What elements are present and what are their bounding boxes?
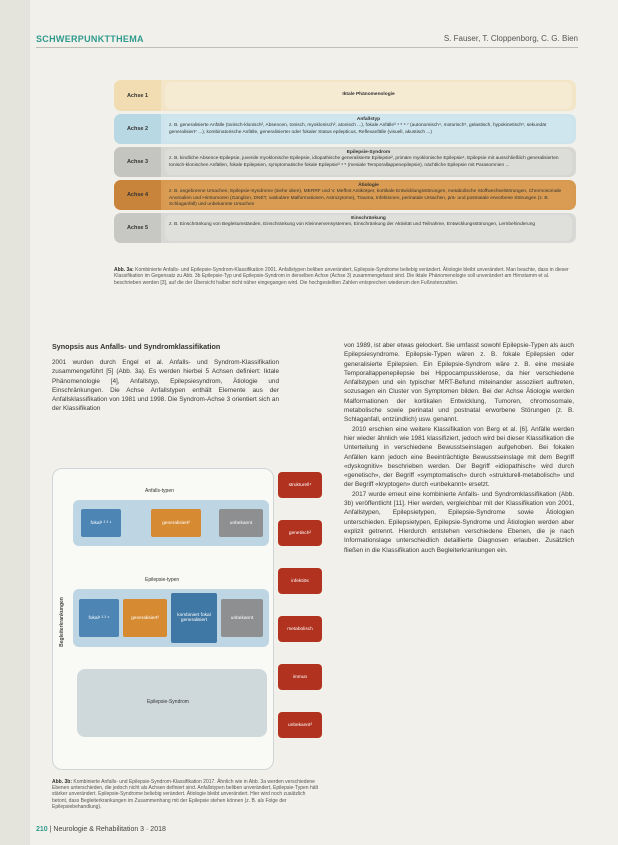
axis-label: Achse 1 <box>114 80 161 111</box>
axis-title: Ätiologie <box>358 183 379 188</box>
paragraph: 2001 wurden durch Engel et al. Anfalls- und Syndrom-Klassifikation zusammengeführt [5] (Abb. 3a). Es werden hierbei 5 Achsen definiert: Iktale Phänomenologie [4], Anfallstyp, Epilepsiesyndrom, Ätiologie und Einschränkungen. Die Achse Anfallstypen enthält Elemente aus der Anfallsklassifikation von 1981 und 1998. Die Syndrom-Achse 3 orientiert sich an der Klassifikation <box>52 359 279 413</box>
axis-label: Achse 5 <box>114 213 161 243</box>
axis-text: z. B. kindliche Absence-Epilepsie, juvenile myoklonische Epilepsie, idiopathische generalisierte Epilepsie², primäre myoklonische Epilepsie¹, Epilepsie mit ausschließlich generalisierten tonisch-klonischen Anfällen, fokale Epilepsien, symptomatische fokale Epilepsie³ ⁴ ⁵ (mesiale Temporallappenepilepsie), nächtliche Epilepsie mit Parasomnien ... <box>169 156 559 168</box>
axis-row-4 <box>114 180 576 210</box>
epilepsy-types-group <box>73 577 269 647</box>
box-generalized: generalisiert² <box>123 599 167 637</box>
axis-label: Achse 4 <box>114 180 161 210</box>
diagram-frame <box>52 468 274 770</box>
box-focal: fokal¹ ² ³ ⁴ <box>81 509 121 537</box>
etiology-immune: immun <box>278 664 322 690</box>
axis-title: Epilepsie-Syndrom <box>346 150 391 155</box>
box-combined: kombiniert fokal generalisiert <box>171 593 217 643</box>
figure-3b-caption <box>52 779 320 810</box>
vertical-label: Begleiterkrankungen <box>59 597 65 647</box>
section-title: SCHWERPUNKTTHEMA <box>36 34 144 44</box>
caption-text: Kombinierte Anfalls- und Epilepsie-Syndrom-Klassifikation 2017. Ähnlich wie in Abb. 3a werden verschiedene Ebenen unterschieden, die jedoch nicht als Achsen definiert sind. Anfallstypen beliben unverändert, Epilepsie-Typen hält stärker unverändert. Epilepsie-Syndrome beliebig verändert. Ätiologie bleibt unverändert. Hier wird noch zusätzlich betont, dass Begleiterkrankungen im Zusammenhang mit der Epilepsie stehen können (z. B. als Folge der Epilepsiebehandlung). <box>52 779 319 810</box>
axis-title: Iktale Phänomenologie <box>342 92 395 98</box>
axis-title: Anfallstyp <box>356 117 381 122</box>
etiology-metabolic: metabolisch <box>278 616 322 642</box>
box-unknown: unbekannt <box>221 599 263 637</box>
group-title: Anfalls-typen <box>145 488 174 494</box>
box-unknown: unbekannt <box>219 509 263 537</box>
axis-row-1 <box>114 80 576 111</box>
etiology-structural: strukturell⁴ <box>278 472 322 498</box>
axis-title: Einschränkung <box>351 216 386 221</box>
authors: S. Fauser, T. Cloppenborg, C. G. Bien <box>443 34 578 43</box>
box-focal: fokal¹ ² ³ ⁴ <box>79 599 119 637</box>
caption-text: Kombinierte Anfalls- und Epilepsie-Syndrom-Klassifikation 2001. Anfallstypen beliben unverändert, Epilepsie-Syndrome beliebig verändert. Ätiologie bleibt unverändert. Man beachte, dass in dieser Klassifikation im Gegensatz zu Abb. 3b Epilepsie-Typ und Epilepsie-Syndrom in derselben Achse (Achse 3) zusammengefasst sind. Die iktale Phänomenologie soll unverändert am Hirnstamm et al. beschrieben werden [3], auf die der Übersicht halber nicht näher eingegangen wird. Die hochgestellten Zahlen entsprechen wiederum den Fußnotenzahlen. <box>114 267 569 286</box>
axis-row-5 <box>114 213 576 243</box>
figure-3a-caption <box>114 267 576 286</box>
epilepsy-syndrome-group <box>77 669 267 737</box>
figure-3a <box>114 80 576 252</box>
caption-label: Abb. 3b: <box>52 779 72 785</box>
section-subheading: Synopsis aus Anfalls- und Syndromklassifikation <box>52 342 221 351</box>
page-gutter <box>0 0 30 845</box>
group-title: Epilepsie-typen <box>145 577 180 583</box>
caption-label: Abb. 3a: <box>114 267 134 273</box>
paragraph: von 1989, ist aber etwas gelockert. Sie umfasst sowohl Epilepsie-Typen als auch Epilepsiesyndrome. Epilepsie-Typen wären z. B. fokale Epilepsien oder generalisierte Epilepsien. Ein Epilepsie-Syndrom wäre z. B. eine mesiale Temporallappenepilepsie bei Hippocampussklerose, da hier verschiedene Anfallstypen und ein typischer MRT-Befund miteinander assoziiert auftreten, sozusagen ein Cluster von Symptomen bilden. Bei der Achse Ätiologie werden Malformationen der kortikalen Entwicklung, Tumoren, chromosomale, metabolische sowie perinatal und postnatal erworbene Störungen (z. B. Schlaganfall, entzündlich) usw. genannt. <box>344 342 574 424</box>
paragraph: 2017 wurde erneut eine kombinierte Anfalls- und Syndromklassifikation (Abb. 3b) veröffentlicht [11]. Hier werden, vergleichbar mit der Klassifikation von 2001, Anfallstypen, Epilepsietypen, Epilepsie-Syndrome sowie Ätiologien unterschieden. Epilepsietypen, Epilepsie-Syndrome und Ätiologien werden aber explizit getrennt. Hierdurch entstehen verschiedene Ebenen, die je nach Informationslage unterschiedlich detaillierte Diagnosen erlauben. Zusätzlich fließen in die Klassifikation auch Begleiterkrankungen ein. <box>344 490 574 554</box>
axis-text: z. B. angeborene Ursachen, Epilepsie-Syndrome (siehe oben), MERRF und V. Mefhnt Antikörper, kortikale Entwicklungsstörungen, metabolische Stoffwechselstörungen, Chromosomale Anomalien und Hirntumoren (Ganglion, DNET, vaskuläre Malformationen, Astrozytome), Trauma, Infektionen, perinatale Ursachen, prä- und postnatale erworbene Störungen (z. B. Schlaganfall) und unbekannte Ursachen <box>169 189 562 208</box>
journal-name: Neurologie & Rehabilitation 3 · 2018 <box>53 826 166 833</box>
box-generalized: generalisiert² <box>151 509 201 537</box>
etiology-unknown: unbekannt³ <box>278 712 322 738</box>
page-footer: 210 | Neurologie & Rehabilitation 3 · 2018 <box>36 826 166 833</box>
axis-row-3 <box>114 147 576 177</box>
left-column <box>52 358 279 414</box>
etiology-genetic: genetisch² <box>278 520 322 546</box>
right-column <box>344 341 574 555</box>
figure-3b <box>52 468 324 774</box>
group-title: Epilepsie-Syndrom <box>147 699 189 705</box>
seizure-types-group <box>73 488 269 546</box>
axis-text: z. B. Einschränkung von Begleitumständen, Einschränkung von Kleinnervensystemen, Einschränkung der Aktivität und Teilnahme, Entwicklungsstörungen, Lernbehinderung <box>169 222 536 228</box>
page-number: 210 <box>36 826 48 833</box>
etiology-infectious: infektiös <box>278 568 322 594</box>
axis-text: z. B. generalisierte Anfälle (tonisch-klonisch², Absencen, tonisch, myoklonisch², atonisch ...), fokale Anfälle³ ⁴ ⁵ ⁶ ⁷ (autonomisch⁴, motorisch⁵, gelastisch, hypokinetisch⁶, sekundär generalisiert⁷ ...), kombinatorische Anfälle, generalisierter oder fokaler Status epilepticus, Reflexanfälle (visuell, akustisch ...) <box>169 123 547 135</box>
axis-label: Achse 3 <box>114 147 161 177</box>
header-rule <box>36 47 578 48</box>
axis-label: Achse 2 <box>114 114 161 144</box>
paragraph: 2010 erschien eine weitere Klassifikation von Berg et al. [6]. Anfälle werden hier wieder ähnlich wie 1981 klassifiziert, jedoch wird bei dieser Klassifikation die Unterteilung in verschiedene Bewusstseinslagen aufgehoben. Bei fokalen Anfällen kann jedoch eine Beeinträchtigte Bewusstseinslage mit dem Begriff «dyskognitiv» beschrieben werden. Der Begriff «idiopathisch» wird durch «genetisch», der Begriff «symptomatisch» durch «strukturell-metabolisch» und der Begriff «kryptogen» durch «unbekannt» ersetzt. <box>344 425 574 489</box>
axis-row-2 <box>114 114 576 144</box>
